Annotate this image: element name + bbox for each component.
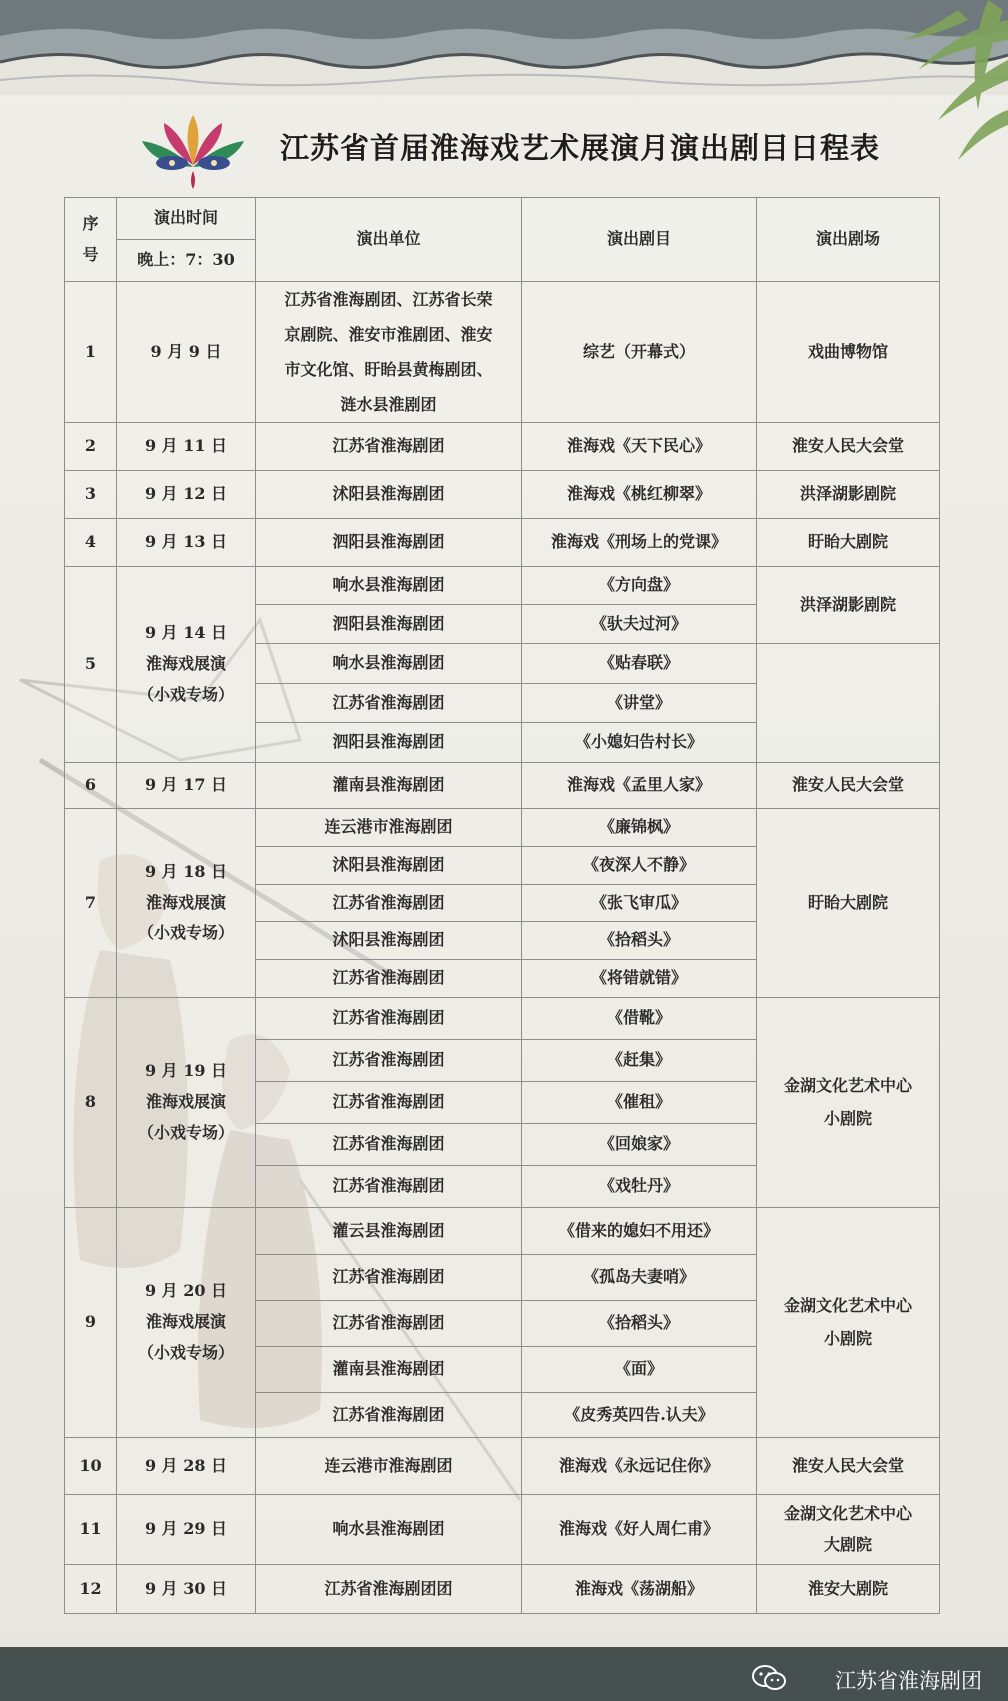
unit-line: 涟水县淮剧团	[340, 395, 437, 414]
row-play: 淮海戏《永远记住你》	[522, 1438, 757, 1495]
row-unit: 江苏省淮海剧团	[256, 684, 522, 723]
row-play: 《借来的媳妇不用还》	[522, 1208, 757, 1255]
row-unit: 江苏省淮海剧团	[256, 998, 522, 1040]
row-unit: 江苏省淮海剧团	[256, 1166, 522, 1208]
row-unit: 江苏省淮海剧团	[256, 1255, 522, 1301]
header-time-label: 演出时间	[117, 198, 256, 240]
row-date: 9 月 30 日	[117, 1565, 256, 1614]
row-venue: 盱眙大剧院	[757, 519, 940, 567]
row-date-sub2: （小戏专场）	[137, 684, 234, 704]
row-play: 淮海戏《荡湖船》	[522, 1565, 757, 1614]
row-unit: 江苏省淮海剧团团	[256, 1565, 522, 1614]
header-seq-line1: 序	[82, 213, 99, 233]
unit-line: 市文化馆、盱眙县黄梅剧团、	[284, 360, 493, 379]
header-unit: 演出单位	[256, 198, 522, 282]
bamboo-decoration	[808, 0, 1008, 200]
row-unit: 沭阳县淮海剧团	[256, 847, 522, 885]
schedule-table	[64, 197, 940, 1614]
row-seq: 2	[65, 423, 117, 471]
row-date-block	[117, 998, 256, 1208]
table-row	[65, 1495, 940, 1565]
row-seq: 1	[65, 282, 117, 423]
row-unit: 江苏省淮海剧团	[256, 1393, 522, 1438]
row-unit: 江苏省淮海剧团	[256, 1040, 522, 1082]
row-date: 9 月 18 日	[144, 861, 228, 881]
row-date-sub1: 淮海戏展演	[145, 892, 226, 912]
row-venue: 淮安人民大会堂	[757, 1438, 940, 1495]
row-play: 《回娘家》	[522, 1124, 757, 1166]
row-play: 淮海戏《天下民心》	[522, 423, 757, 471]
header-venue: 演出剧场	[757, 198, 940, 282]
row-seq: 4	[65, 519, 117, 567]
header-play: 演出剧目	[522, 198, 757, 282]
row-unit: 江苏省淮海剧团	[256, 1124, 522, 1166]
row-date-block	[117, 809, 256, 998]
table-row	[65, 519, 940, 567]
row-play: 淮海戏《刑场上的党课》	[522, 519, 757, 567]
row-unit: 灌云县淮海剧团	[256, 1208, 522, 1255]
row-venue-sub: 小剧院	[823, 1108, 872, 1128]
row-date: 9 月 11 日	[117, 423, 256, 471]
table-row	[65, 1208, 940, 1255]
row-date-block	[117, 1208, 256, 1438]
row-play: 淮海戏《好人周仁甫》	[522, 1495, 757, 1565]
row-date: 9 月 17 日	[117, 763, 256, 809]
row-play: 《借靴》	[522, 998, 757, 1040]
row-venue-sub: 小剧院	[823, 1328, 872, 1348]
row-date: 9 月 19 日	[144, 1061, 228, 1081]
page-title: 江苏省首届淮海戏艺术展演月演出剧目日程表	[280, 131, 881, 165]
row-date-sub1: 淮海戏展演	[145, 654, 226, 674]
row-date: 9 月 28 日	[117, 1438, 256, 1495]
row-play: 《小媳妇告村长》	[522, 723, 757, 763]
row-seq: 8	[65, 998, 117, 1208]
row-unit: 江苏省淮海剧团	[256, 1301, 522, 1347]
table-row	[65, 763, 940, 809]
row-venue: 盱眙大剧院	[757, 809, 940, 998]
row-seq: 6	[65, 763, 117, 809]
row-play: 《皮秀英四告.认夫》	[522, 1393, 757, 1438]
row-seq: 12	[65, 1565, 117, 1614]
table-row	[65, 1565, 940, 1614]
row-unit: 江苏省淮海剧团	[256, 423, 522, 471]
table-row	[65, 998, 940, 1040]
row-unit: 沭阳县淮海剧团	[256, 471, 522, 519]
row-play: 《张飞审瓜》	[522, 885, 757, 922]
table-row	[65, 282, 940, 423]
header-seq	[65, 198, 117, 282]
row-play: 《将错就错》	[522, 960, 757, 998]
table-header-row	[65, 198, 940, 240]
row-venue: 金湖文化艺术中心	[783, 1295, 912, 1315]
row-play: 《拾稻头》	[522, 1301, 757, 1347]
row-venue: 戏曲博物馆	[757, 282, 940, 423]
row-unit: 沭阳县淮海剧团	[256, 922, 522, 960]
row-date-sub1: 淮海戏展演	[145, 1312, 226, 1332]
row-date: 9 月 9 日	[117, 282, 256, 423]
row-venue-sub: 大剧院	[823, 1534, 872, 1554]
row-date: 9 月 12 日	[117, 471, 256, 519]
row-venue-block	[757, 1495, 940, 1565]
wechat-icon	[752, 1664, 786, 1692]
row-unit: 响水县淮海剧团	[256, 567, 522, 605]
row-play: 《驮夫过河》	[522, 605, 757, 644]
row-play: 《夜深人不静》	[522, 847, 757, 885]
row-play: 《廉锦枫》	[522, 809, 757, 847]
row-play: 《方向盘》	[522, 567, 757, 605]
row-play: 淮海戏《孟里人家》	[522, 763, 757, 809]
row-seq: 10	[65, 1438, 117, 1495]
row-venue: 淮安人民大会堂	[757, 423, 940, 471]
row-play: 淮海戏《桃红柳翠》	[522, 471, 757, 519]
lotus-logo-icon	[134, 105, 252, 191]
row-play: 《面》	[522, 1347, 757, 1393]
row-venue: 金湖文化艺术中心	[783, 1503, 912, 1523]
row-unit: 泗阳县淮海剧团	[256, 723, 522, 763]
footer-brand: 江苏省淮海剧团	[835, 1669, 982, 1693]
row-venue: 洪泽湖影剧院	[757, 567, 940, 644]
table-row	[65, 471, 940, 519]
row-play: 《孤岛夫妻哨》	[522, 1255, 757, 1301]
header-seq-line2: 号	[82, 244, 99, 264]
row-unit: 连云港市淮海剧团	[256, 809, 522, 847]
row-seq: 7	[65, 809, 117, 998]
table-row	[65, 809, 940, 847]
table-row	[65, 1438, 940, 1495]
row-seq: 3	[65, 471, 117, 519]
row-venue-block	[757, 998, 940, 1208]
row-venue: 淮安大剧院	[757, 1565, 940, 1614]
row-date-sub2: （小戏专场）	[137, 923, 234, 943]
row-units	[256, 282, 522, 423]
row-venue-empty	[757, 644, 940, 763]
row-date: 9 月 14 日	[144, 623, 228, 643]
row-date: 9 月 29 日	[117, 1495, 256, 1565]
header-time-value: 晚上：7：30	[117, 240, 256, 282]
row-play: 《贴春联》	[522, 644, 757, 684]
row-unit: 江苏省淮海剧团	[256, 1082, 522, 1124]
row-venue: 淮安人民大会堂	[757, 763, 940, 809]
row-date: 9 月 20 日	[144, 1281, 228, 1301]
row-date-sub2: （小戏专场）	[137, 1342, 234, 1362]
row-date-block	[117, 567, 256, 763]
table-row	[65, 567, 940, 605]
row-venue: 金湖文化艺术中心	[783, 1075, 912, 1095]
table-row	[65, 423, 940, 471]
row-unit: 江苏省淮海剧团	[256, 885, 522, 922]
row-unit: 灌南县淮海剧团	[256, 763, 522, 809]
row-play: 《戏牡丹》	[522, 1166, 757, 1208]
row-play: 《催租》	[522, 1082, 757, 1124]
row-seq: 5	[65, 567, 117, 763]
row-play: 《拾稻头》	[522, 922, 757, 960]
row-unit: 连云港市淮海剧团	[256, 1438, 522, 1495]
row-play: 《赶集》	[522, 1040, 757, 1082]
row-unit: 响水县淮海剧团	[256, 1495, 522, 1565]
row-play: 综艺（开幕式）	[522, 282, 757, 423]
row-seq: 11	[65, 1495, 117, 1565]
row-venue-block	[757, 1208, 940, 1438]
row-unit: 响水县淮海剧团	[256, 644, 522, 684]
row-date: 9 月 13 日	[117, 519, 256, 567]
row-date-sub2: （小戏专场）	[137, 1122, 234, 1142]
unit-line: 京剧院、淮安市淮剧团、淮安	[284, 325, 493, 344]
row-unit: 江苏省淮海剧团	[256, 960, 522, 998]
row-unit: 泗阳县淮海剧团	[256, 519, 522, 567]
row-venue: 洪泽湖影剧院	[757, 471, 940, 519]
row-unit: 灌南县淮海剧团	[256, 1347, 522, 1393]
row-date-sub1: 淮海戏展演	[145, 1092, 226, 1112]
unit-line: 江苏省淮海剧团、江苏省长荣	[284, 290, 493, 309]
row-unit: 泗阳县淮海剧团	[256, 605, 522, 644]
row-seq: 9	[65, 1208, 117, 1438]
row-play: 《讲堂》	[522, 684, 757, 723]
